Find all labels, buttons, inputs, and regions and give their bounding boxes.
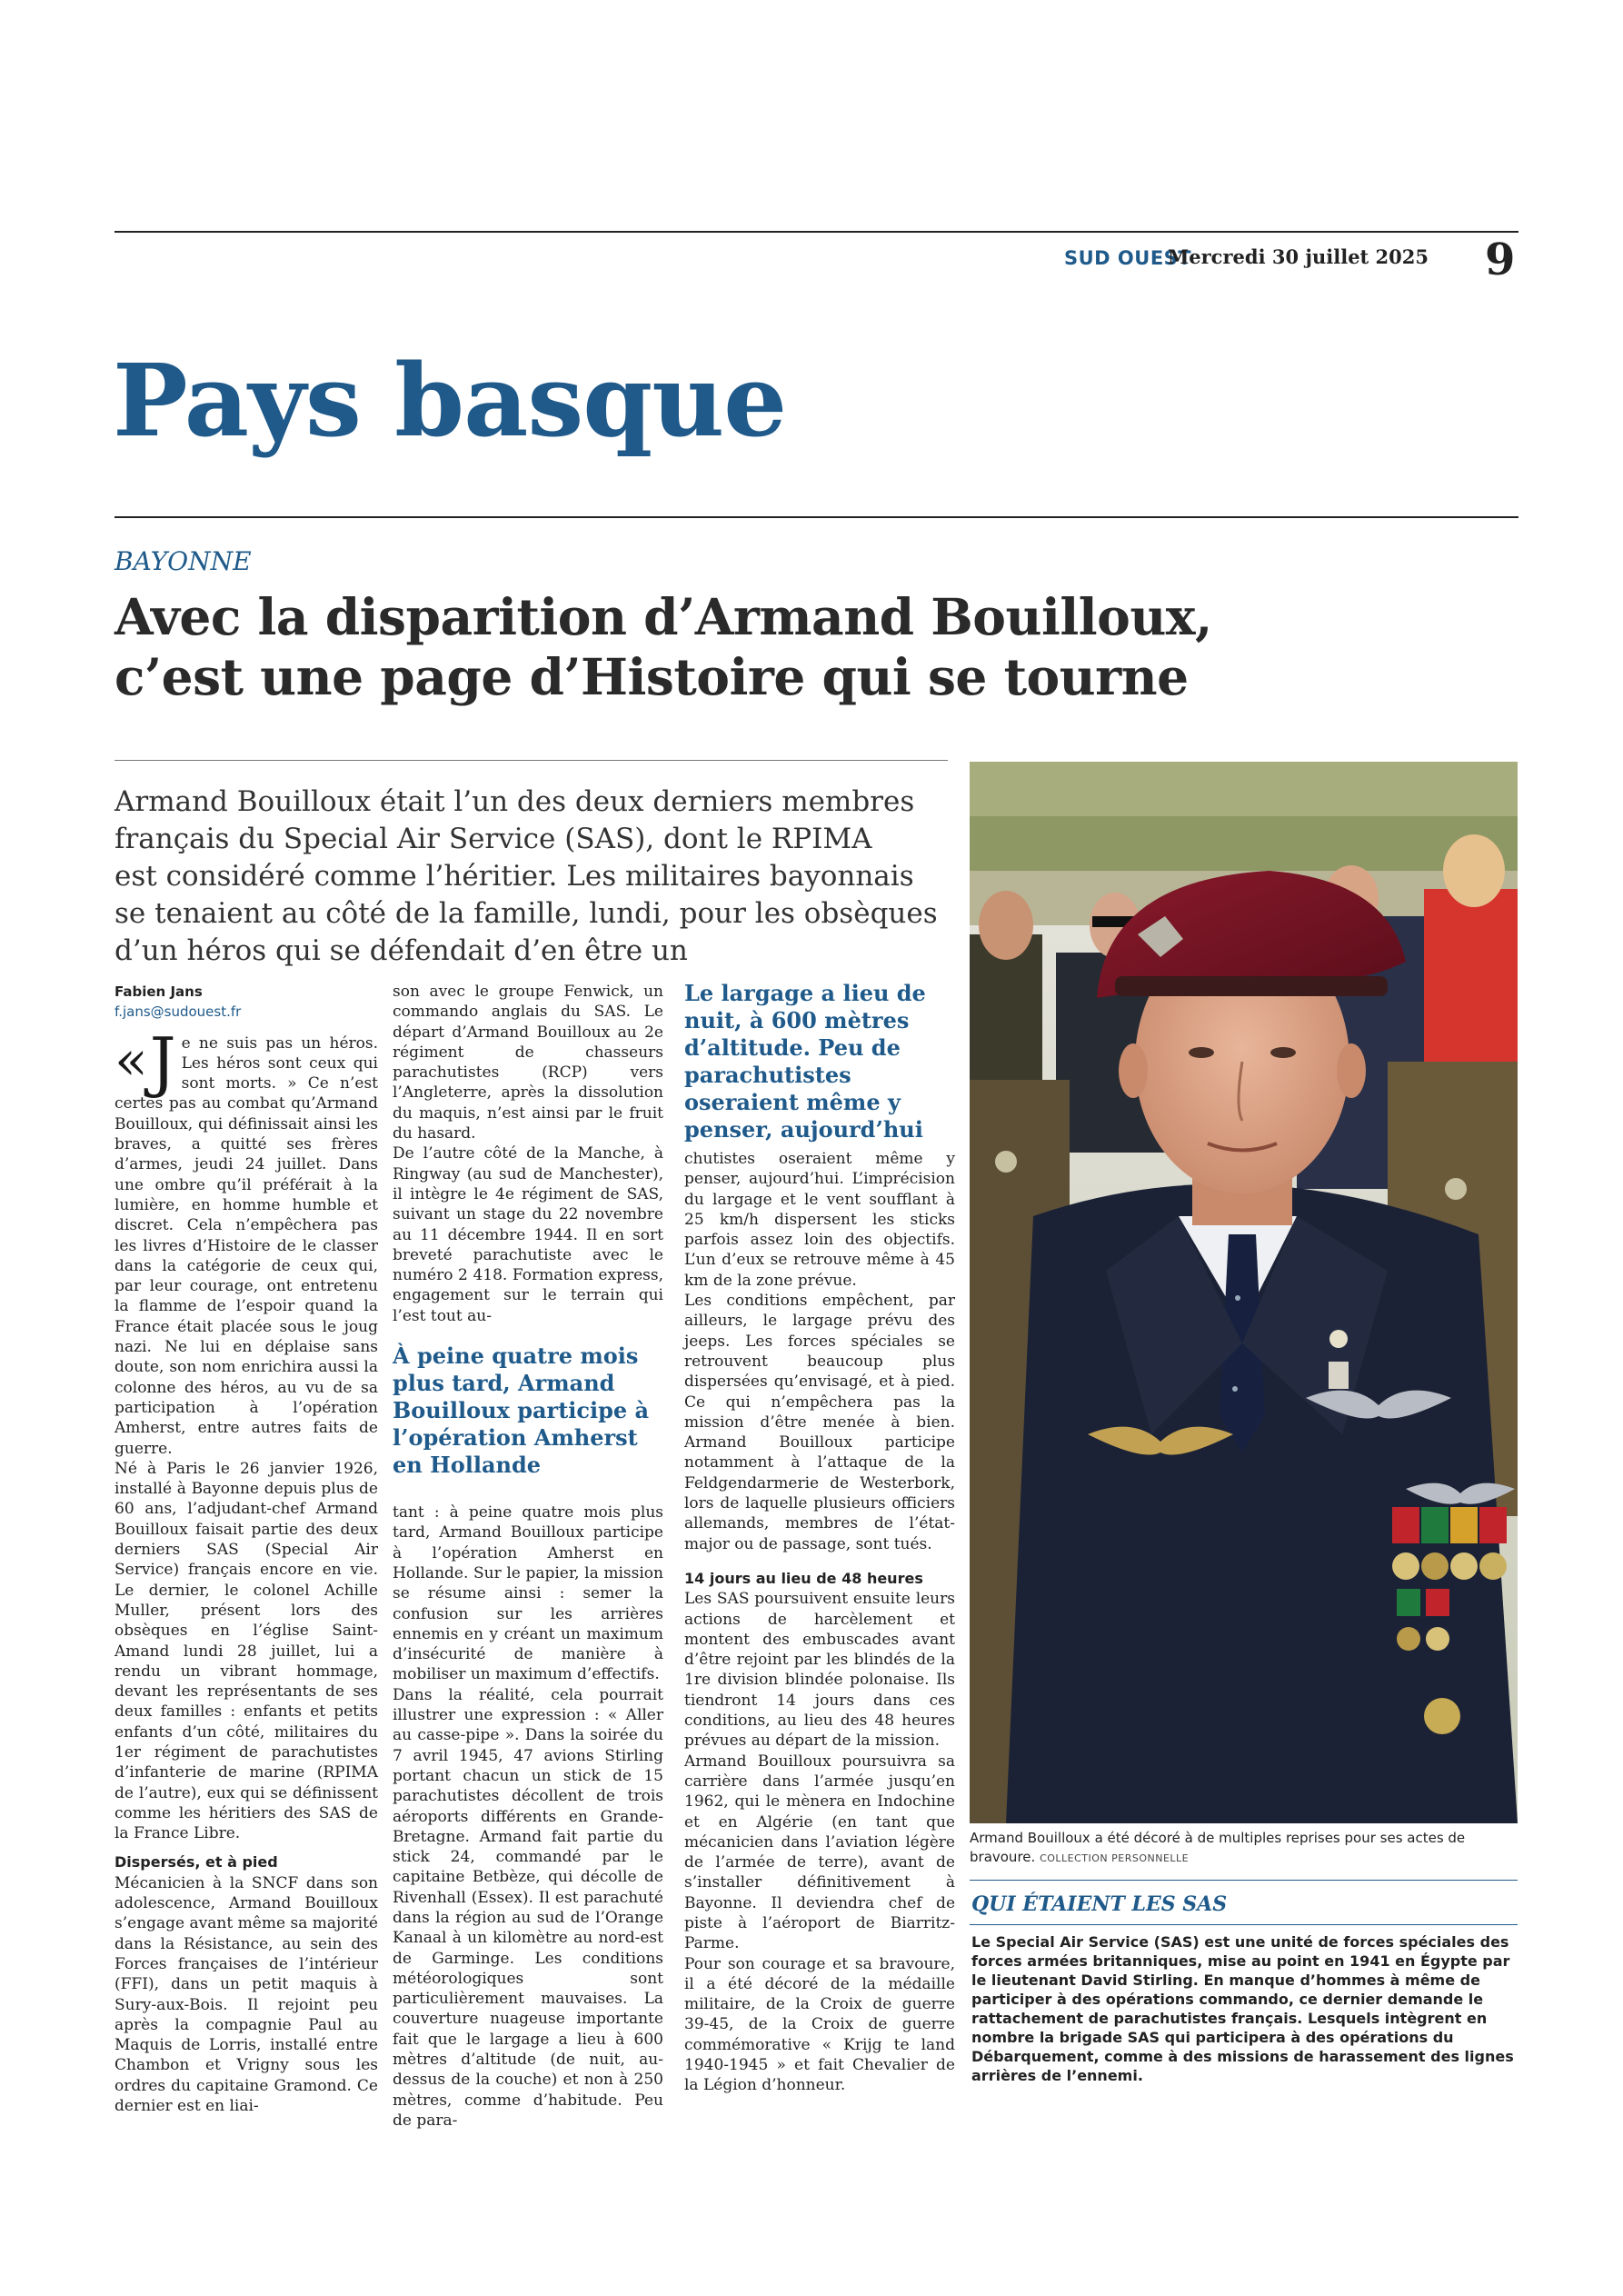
pull-quote: Le largage a lieu de nuit, à 600 mètres d’altitude. Peu de parachutistes oseraient même y penser, aujourd’hui: [684, 980, 926, 1143]
headline-line-2: c’est une page d’Histoire qui se tourne: [115, 647, 1189, 706]
paragraph-text: e ne suis pas un héros. Les héros sont ceux qui sont morts. » Ce n’est certes pas au combat qu’Armand Bouilloux, qui définissait ainsi les braves, a quitté ses frères d’armes, jeudi 24 juillet. Dans une ombre qu’il préférait à la lumière, en homme humble et discret. Cela n’empêchera pas les livres d’Histoire de le classer dans la catégorie de ceux qui, par leur courage, ont entretenu la flamme de l’espoir quand la France était placée sous le joug nazi. Ne lui en déplaise sans doute, son nom enrichira aussi la colonne des héros, au vu de sa participation à l’opération Amherst, entre autres faits de guerre.: [115, 1033, 378, 1458]
portrait-illustration: [970, 762, 1518, 1823]
intertitle: Dispersés, et à pied: [115, 1853, 278, 1872]
article-chapo: [115, 784, 960, 970]
drop-cap: J: [149, 1023, 176, 1100]
paragraph: chutistes oseraient même y penser, aujourd’hui. L’imprécision du largage et le vent soufflant à 25 km/h dispersent les sticks parfois assez loin des objectifs. L’un d’eux se retrouve même à 45 km de la zone prévue.: [684, 1150, 955, 1290]
pull-quote: À peine quatre mois plus tard, Armand Bouilloux participe à l’opération Amherst en Hollande: [393, 1343, 650, 1479]
photo-credit: COLLECTION PERSONNELLE: [1040, 1852, 1190, 1864]
author-email[interactable]: f.jans@sudouest.fr: [115, 1003, 242, 1021]
paragraph: Les conditions empêchent, par ailleurs, le largage prévu des jeeps. Les forces spéciales se retrouvent beaucoup plus dispersées qu’envisagé, et à pied. Ce qui n’empêchera pas la mission d’être menée à bien. Armand Bouilloux participe notamment à l’attaque de la Feldgendarmerie de Westerbork, lors de laquelle plusieurs officiers allemands, membres de l’état-major ou de passage, sont tués.: [684, 1292, 955, 1553]
article-column-2: [393, 982, 663, 2131]
paragraph: son avec le groupe Fenwick, un commando anglais du SAS. Le départ d’Armand Bouilloux au 2e régiment de chasseurs parachutistes (RCP) vers l’Angleterre, après la dissolution du maquis, n’est ainsi par le fruit du hasard.: [393, 983, 663, 1143]
box-title: QUI ÉTAIENT LES SAS: [971, 1892, 1228, 1916]
chapo-line: se tenaient au côté de la famille, lundi, pour les obsèques: [115, 897, 938, 930]
chapo-line: Armand Bouilloux était l’un des deux derniers membres: [115, 785, 915, 818]
chapo-line: est considéré comme l’héritier. Les militaires bayonnais: [115, 860, 914, 893]
chapo-line: français du Special Air Service (SAS), dont le RPIMA: [115, 823, 872, 855]
section-rule: [115, 516, 1518, 518]
intertitle: 14 jours au lieu de 48 heures: [684, 1569, 923, 1587]
paragraph: tant : à peine quatre mois plus tard, Armand Bouilloux participe à l’opération Amherst en Hollande. Sur le papier, la mission se résume ainsi : semer la confusion sur les arrières ennemis en y créant un maximum d’insécurité de manière à mobiliser un maximum d’effectifs.: [393, 1503, 663, 1684]
paragraph: Pour son courage et sa bravoure, il a été décoré de la médaille militaire, de la Croix de guerre 39-45, de la Croix de guerre commémorative « Krijg te land 1940-1945 » et fait Chevalier de la Légion d’honneur.: [684, 1954, 955, 2095]
article-headline: [115, 587, 1514, 707]
box-title-rule: [970, 1924, 1518, 1925]
paragraph: Les SAS poursuivent ensuite leurs actions de harcèlement et montent des embuscades avant d’être rejoint par les blindés de la 1re division blindée polonaise. Ils tiendront 14 jours dans ces conditions, au lieu des 48 heures prévues au départ de la mission.: [684, 1590, 955, 1751]
paragraph: De l’autre côté de la Manche, à Ringway (au sud de Manchester), il intègre le 4e régiment de SAS, suivant un stage du 22 novembre au 11 décembre 1944. Il en sort breveté parachutiste avec le numéro 2 418. Formation express, engagement sur le terrain qui l’est tout au-: [393, 1144, 663, 1325]
article-kicker: BAYONNE: [115, 546, 252, 576]
chapo-line: d’un héros qui se défendait d’en être un: [115, 934, 688, 967]
section-title: Pays basque: [113, 342, 787, 459]
paragraph: Né à Paris le 26 janvier 1926, installé à Bayonne depuis plus de 60 ans, l’adjudant-chef Armand Bouilloux faisait partie des deux derniers SAS (Special Air Service) français encore en vie. Le dernier, le colonel Achille Muller, présent lors des obsèques en l’église Saint-Amand lundi 28 juillet, lui a rendu un vibrant hommage, devant les représentants de ses deux familles : enfants et petits enfants d’un côté, militaires du 1er régiment de parachutistes d’infanterie de marine (RPIMA de l’autre), eux qui se définissent comme les héritiers des SAS de la France Libre.: [115, 1459, 378, 1843]
box-text: Le Special Air Service (SAS) est une unité de forces spéciales des forces armées britanniques, mise au point en 1941 en Égypte par le lieutenant David Stirling. En manque d’hommes à même de participer à des opérations commando, ce dernier demande le rattachement de parachutistes français. Lesquels intègrent en nombre la brigade SAS qui participera à des opérations du Débarquement, comme à des missions de harassement des lignes arrières de l’ennemi.: [971, 1933, 1514, 2084]
article-column-1: [115, 982, 378, 2116]
top-rule: [115, 231, 1518, 233]
masthead-brand: SUD OUEST: [1064, 247, 1192, 269]
masthead-date: Mercredi 30 juillet 2025: [1168, 245, 1429, 268]
lead-paragraph: [115, 1023, 378, 1459]
chapo-rule: [115, 760, 948, 761]
drop-quote: «: [115, 1028, 148, 1093]
box-rule: [970, 1880, 1518, 1881]
paragraph: Dans la réalité, cela pourrait illustrer une expression : « Aller au casse-pipe ». Dans la soirée du 7 avril 1945, 47 avions Stirling portant chacun un stick de 15 parachutistes décollent de trois aéroports différents en Grande-Bretagne. Armand fait partie du stick 24, commandé par le capitaine Betbèze, qui décolle de Rivenhall (Essex). Il est parachuté dans la région au sud de l’Orange Kanaal à un kilomètre au nord-est de Garminge. Les conditions météorologiques sont particulièrement mauvaises. La couverture nuageuse importante fait que le largage a lieu à 600 mètres d’altitude (de nuit, au-dessus de la couche) et non à 250 mètres, comme d’habitude. Peu de para-: [393, 1685, 663, 2130]
paragraph: Mécanicien à la SNCF dans son adolescence, Armand Bouilloux s’engage avant même sa majorité dans la Résistance, au sein des Forces françaises de l’intérieur (FFI), dans un petit maquis à Sury-aux-Bois. Il rejoint peu après la compagnie Paul au Maquis de Lorris, installé entre Chambon et Vrigny sous les ordres du capitaine Gramond. Ce dernier est en liai-: [115, 1873, 378, 2116]
caption-text: Armand Bouilloux a été décoré à de multiples reprises pour ses actes de bravoure.: [970, 1830, 1466, 1865]
photo-caption: [970, 1829, 1518, 1868]
paragraph: Armand Bouilloux poursuivra sa carrière dans l’armée jusqu’en 1962, qui le mènera en Indochine et en Algérie (en tant que mécanicien dans l’aviation légère de l’armée de terre), avant de s’installer définitivement à Bayonne. Il deviendra chef de piste à l’aéroport de Biarritz-Parme.: [684, 1752, 955, 1953]
author-name: Fabien Jans: [115, 983, 203, 1000]
article-column-3: [684, 980, 955, 2096]
headline-line-1: Avec la disparition d’Armand Bouilloux,: [115, 587, 1212, 646]
article-photo: [970, 762, 1518, 1823]
page-number: 9: [1485, 235, 1516, 285]
